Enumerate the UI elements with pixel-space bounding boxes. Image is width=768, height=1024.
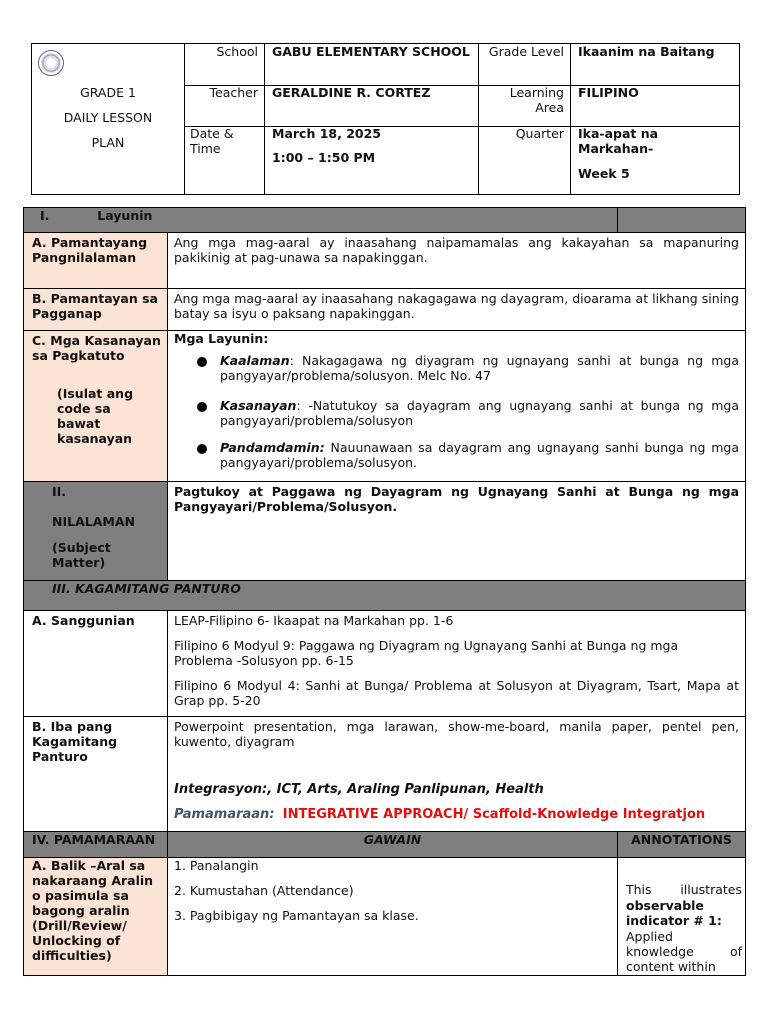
grade-box-line-3: PLAN — [91, 135, 125, 150]
sanggunian-label: A. Sanggunian — [32, 613, 135, 628]
row-c-content-cell — [167, 330, 746, 482]
iba-pang-kagamitang-text: Powerpoint presentation, mga larawan, show-me-board, manila paper, pentel pen, kuwento, diyagram — [174, 719, 739, 749]
school-label: School — [216, 44, 258, 59]
gawain-header-cell — [167, 831, 618, 858]
objective-sep: : — [289, 353, 294, 368]
annotation-indicator: observable indicator # 1: — [626, 898, 722, 928]
week-value: Week 5 — [578, 166, 630, 181]
date-value: March 18, 2025 — [272, 126, 381, 141]
objective-label: Kaalaman — [220, 353, 290, 368]
layunin-header-blank — [617, 207, 746, 233]
objective-label: Pandamdamin: — [220, 440, 325, 455]
objective-kasanayan — [220, 398, 739, 428]
grade-box-line-1: GRADE 1 — [80, 85, 136, 100]
pamantayan-pagganap-label: B. Pamantayan sa Pagganap — [32, 291, 158, 321]
row-b-label-cell — [23, 288, 168, 331]
bullet-icon — [197, 357, 207, 367]
objective-pandamdamin — [220, 440, 739, 470]
integrasyon-text: Integrasyon:, ICT, Arts, Araling Panlipunan, Health — [174, 782, 544, 797]
sanggunian-item: Filipino 6 Modyul 4: Sanhi at Bunga/ Problema at Solusyon at Diyagram, Tsart, Mapa at Grap pp. 5-20 — [174, 678, 739, 708]
grade-box-line-2: DAILY LESSON — [63, 110, 153, 125]
quarter-label: Quarter — [515, 126, 564, 141]
grade-box — [32, 80, 184, 155]
learning-area-label: Learning Area — [509, 85, 564, 115]
deped-seal-icon — [38, 50, 64, 76]
activity-item: 3. Pagbibigay ng Pamantayan sa klase. — [174, 908, 419, 923]
objective-sep: : — [296, 398, 301, 413]
annotations-title: ANNOTATIONS — [631, 832, 732, 847]
nilalaman-label-cell — [23, 481, 168, 581]
quarter-value: Ika-apat na Markahan- — [578, 126, 659, 156]
pamamaraan-label: Pamamaraan: — [174, 807, 275, 822]
school-value: GABU ELEMENTARY SCHOOL — [272, 44, 470, 59]
activity-item: 2. Kumustahan (Attendance) — [174, 883, 354, 898]
sanggunian-item: Filipino 6 Modyul 9: Paggawa ng Diyagram ng Ugnayang Sanhi at Bunga ng mga Problema -Solusyon pp. 6-15 — [174, 638, 679, 668]
grade-level-label: Grade Level — [488, 44, 564, 59]
lesson-plan-table — [23, 207, 746, 976]
objective-label: Kasanayan — [220, 398, 297, 413]
balik-aral-label: A. Balik –Aral sa nakaraang Aralin o pasimula sa bagong aralin (Drill/Review/ Unlocking of difficulties) — [32, 858, 154, 963]
pamamaraan-line — [174, 807, 705, 822]
sanggunian-content-cell — [167, 610, 746, 717]
kasanayan-label: C. Mga Kasanayan sa Pagkatuto — [32, 333, 161, 363]
annotation-cell — [617, 857, 746, 976]
layunin-header — [23, 207, 618, 233]
iba-content-cell — [167, 716, 746, 832]
pamamaraan-header-cell — [23, 831, 168, 858]
learning-area-value: FILIPINO — [578, 85, 639, 100]
pamantayang-pangnilalaman-label: A. Pamantayang Pangnilalaman — [32, 235, 148, 265]
iba-pang-kagamitang-label: B. Iba pang Kagamitang Panturo — [32, 719, 118, 764]
row-b-content-cell — [167, 288, 746, 331]
annotation-intro: This illustrates — [626, 882, 742, 897]
teacher-label: Teacher — [209, 85, 258, 100]
activity-item: 1. Panalangin — [174, 858, 259, 873]
pamantayang-pangnilalaman-text: Ang mga mag-aaral ay inaasahang naipamamalas ang kakayahan sa mapanuring pakikinig at pag-unawa sa napakinggan. — [174, 235, 739, 265]
sanggunian-item: LEAP-Filipino 6- Ikaapat na Markahan pp. 1-6 — [174, 613, 454, 628]
pamamaraan-value: INTEGRATIVE APPROACH/ Scaffold-Knowledge Integratjon — [282, 807, 706, 822]
row-a-content-cell — [167, 232, 746, 289]
kasanayan-note: (Isulat ang code sa bawat kasanayan — [57, 386, 134, 446]
bullet-icon — [197, 444, 207, 454]
kagamitan-title: III. KAGAMITANG PANTURO — [52, 581, 241, 596]
grade-level-value: Ikaanim na Baitang — [578, 44, 715, 59]
mga-layunin-heading: Mga Layunin: — [174, 331, 269, 346]
annotation-text: Applied knowledge of content within — [626, 929, 742, 974]
kagamitan-header — [23, 580, 746, 611]
objective-text: Nauunawaan sa dayagram ang ugnayang sanhi bunga ng mga pangyayari/problema/solusyon. — [220, 440, 739, 470]
layunin-title: I. Layunin — [40, 208, 153, 223]
objective-text: -Natutukoy sa dayagram ang ugnayang sanhi at bunga ng mga pangyayari/problema/solusyon — [220, 398, 739, 428]
pamantayan-pagganap-text: Ang mga mag-aaral ay inaasahang nakagagawa ng dayagram, dioarama at likhang sining batay sa isyu o paksang napakinggan. — [174, 291, 739, 321]
nilalaman-subtitle: (Subject Matter) — [52, 540, 111, 570]
objective-text: Nakagagawa ng diyagram ng ugnayang sanhi at bunga ng mga pangyayar/problema/solusyon. Melc No. 47 — [220, 353, 739, 383]
teacher-value: GERALDINE R. CORTEZ — [272, 85, 431, 100]
row-a-label-cell — [23, 232, 168, 289]
nilalaman-title: NILALAMAN — [52, 514, 135, 529]
nilalaman-number: II. — [52, 484, 67, 499]
header-table — [31, 43, 740, 195]
nilalaman-content-cell — [167, 481, 746, 581]
annotations-header-cell — [617, 831, 746, 858]
nilalaman-text: Pagtukoy at Paggawa ng Dayagram ng Ugnayang Sanhi at Bunga ng mga Pangyayari/Problema/Solusyon. — [174, 484, 739, 514]
sanggunian-label-cell — [23, 610, 168, 717]
iba-label-cell — [23, 716, 168, 832]
balik-aral-content-cell — [167, 857, 618, 976]
row-c-label-cell — [23, 330, 168, 482]
objective-kaalaman — [220, 353, 739, 383]
pamamaraan-title: IV. PAMAMARAAN — [32, 832, 156, 847]
date-time-label: Date & Time — [190, 126, 234, 156]
bullet-icon — [197, 402, 207, 412]
balik-aral-label-cell — [23, 857, 168, 976]
time-value: 1:00 – 1:50 PM — [272, 150, 376, 165]
gawain-title: GAWAIN — [363, 832, 422, 847]
